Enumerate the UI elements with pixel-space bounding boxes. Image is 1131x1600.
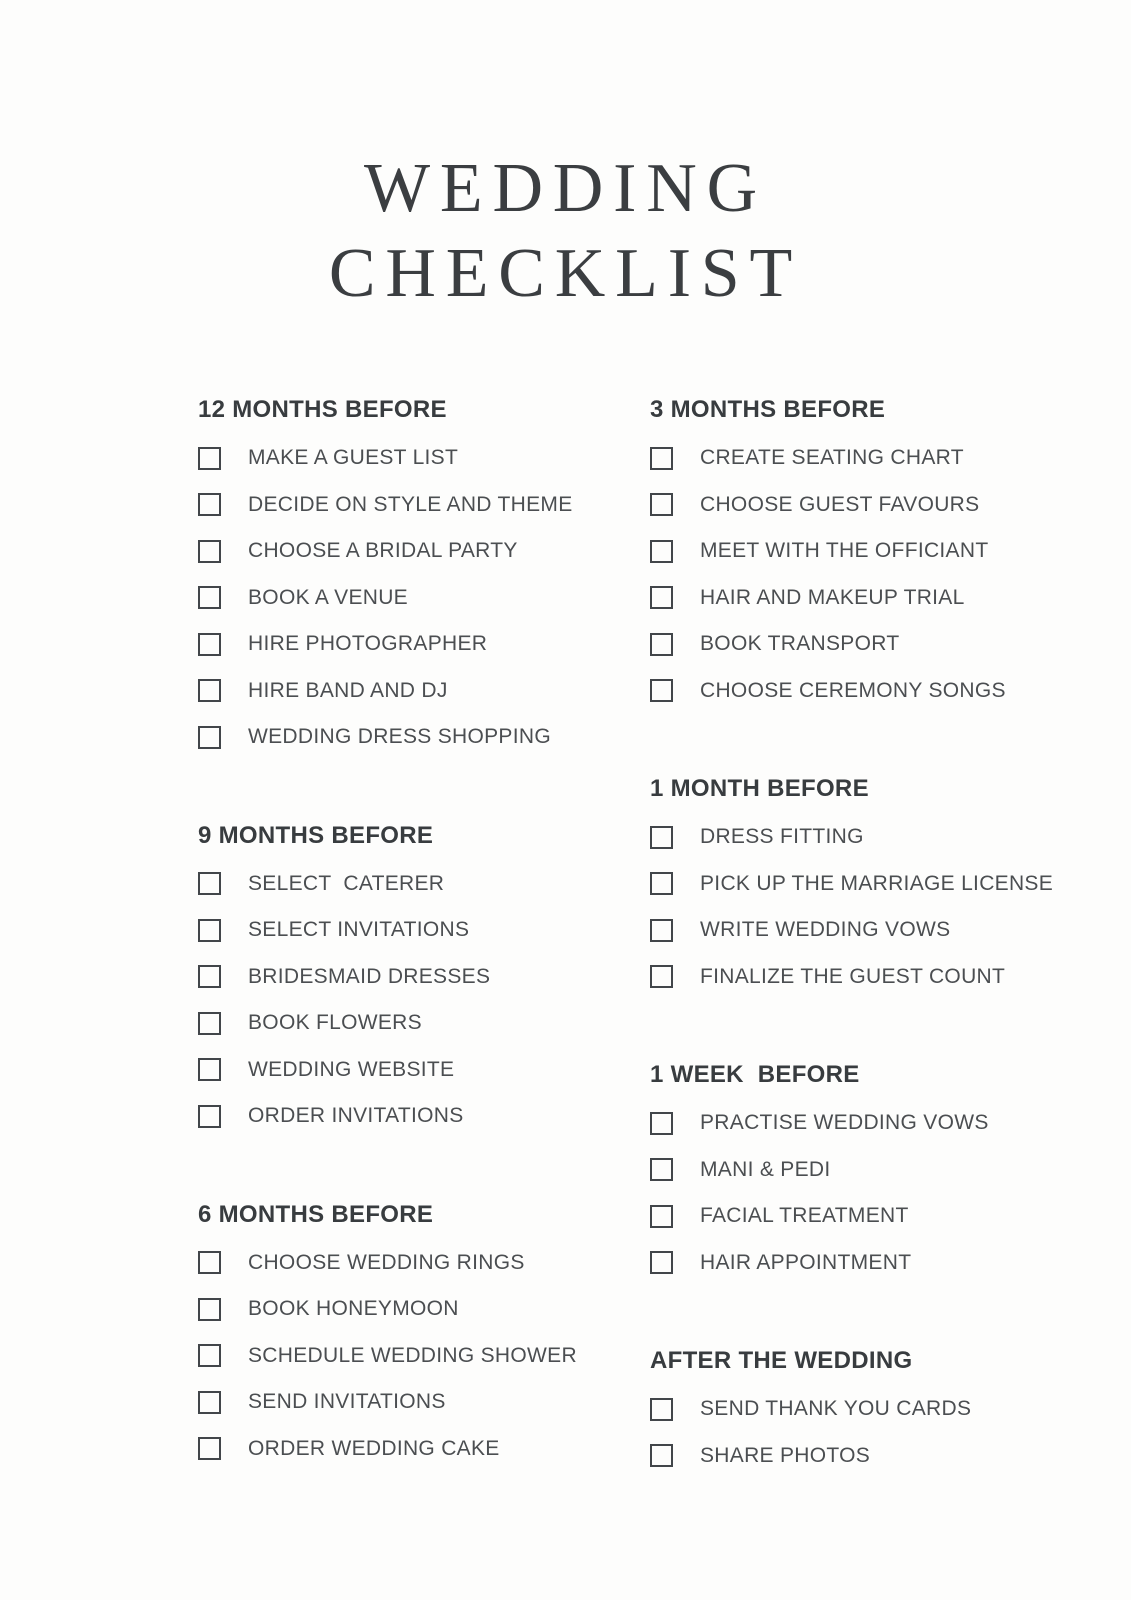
- checklist-item: [650, 435, 1102, 482]
- checkbox-icon[interactable]: [198, 1105, 221, 1128]
- checklist-item: [198, 1047, 650, 1094]
- item-label: BOOK A VENUE: [248, 585, 408, 609]
- checklist-item: [650, 1100, 1102, 1147]
- checklist-item: [650, 1433, 1102, 1480]
- item-label: SEND INVITATIONS: [248, 1390, 446, 1414]
- checkbox-icon[interactable]: [198, 679, 221, 702]
- item-label: PRACTISE WEDDING VOWS: [700, 1111, 989, 1135]
- checklist-item: [650, 1386, 1102, 1433]
- item-label: WEDDING WEBSITE: [248, 1057, 455, 1081]
- checkbox-icon[interactable]: [198, 633, 221, 656]
- checklist-item: [198, 954, 650, 1001]
- checklist-item: [198, 1093, 650, 1140]
- checklist-item: [650, 814, 1102, 861]
- section-1-month-before: [650, 770, 1102, 1000]
- checklist-item: [198, 1379, 650, 1426]
- item-label: CREATE SEATING CHART: [700, 446, 964, 470]
- section-after-the-wedding: [650, 1342, 1102, 1479]
- item-label: BRIDESMAID DRESSES: [248, 964, 491, 988]
- item-label: BOOK FLOWERS: [248, 1011, 422, 1035]
- checkbox-icon[interactable]: [198, 726, 221, 749]
- checklist-item: [650, 1193, 1102, 1240]
- checkbox-icon[interactable]: [650, 919, 673, 942]
- title-line-1: WEDDING: [364, 150, 767, 227]
- item-label: SELECT INVITATIONS: [248, 918, 470, 942]
- item-label: FACIAL TREATMENT: [700, 1204, 909, 1228]
- checkbox-icon[interactable]: [198, 965, 221, 988]
- left-column: [198, 391, 650, 1479]
- checkbox-icon[interactable]: [650, 1444, 673, 1467]
- checklist-content: [198, 391, 1131, 1479]
- checklist-item: [198, 528, 650, 575]
- checklist-item: [198, 1333, 650, 1380]
- section-heading: 6 MONTHS BEFORE: [198, 1200, 434, 1228]
- checkbox-icon[interactable]: [650, 679, 673, 702]
- section-9-months-before: [198, 817, 650, 1140]
- checkbox-icon[interactable]: [198, 1058, 221, 1081]
- item-label: PICK UP THE MARRIAGE LICENSE: [700, 871, 1054, 895]
- checklist-item: [198, 1426, 650, 1473]
- section-6-months-before: [198, 1196, 650, 1473]
- checkbox-icon[interactable]: [198, 447, 221, 470]
- checkbox-icon[interactable]: [198, 586, 221, 609]
- checkbox-icon[interactable]: [198, 493, 221, 516]
- right-column: [650, 391, 1102, 1479]
- checklist-item: [650, 1147, 1102, 1194]
- section-heading: 1 MONTH BEFORE: [650, 775, 869, 802]
- checklist-item: [198, 668, 650, 715]
- item-label: MANI & PEDI: [700, 1157, 831, 1181]
- item-label: HAIR AND MAKEUP TRIAL: [700, 585, 965, 609]
- checkbox-icon[interactable]: [198, 540, 221, 563]
- checklist-item: [650, 621, 1102, 668]
- checklist-item: [198, 714, 650, 761]
- checklist-item: [198, 907, 650, 954]
- section-heading: 1 WEEK BEFORE: [650, 1061, 860, 1088]
- title-line-2: CHECKLIST: [328, 235, 803, 312]
- checklist-item: [650, 1240, 1102, 1287]
- item-label: MEET WITH THE OFFICIANT: [700, 539, 989, 563]
- section-heading: 3 MONTHS BEFORE: [650, 396, 886, 423]
- item-label: MAKE A GUEST LIST: [248, 446, 459, 470]
- item-label: CHOOSE A BRIDAL PARTY: [248, 539, 518, 563]
- item-label: SCHEDULE WEDDING SHOWER: [248, 1343, 577, 1367]
- item-label: ORDER INVITATIONS: [248, 1104, 464, 1128]
- item-label: CHOOSE WEDDING RINGS: [248, 1250, 525, 1274]
- item-label: SHARE PHOTOS: [700, 1443, 871, 1467]
- section-1-week-before: [650, 1056, 1102, 1286]
- checkbox-icon[interactable]: [198, 872, 221, 895]
- item-label: DRESS FITTING: [700, 825, 864, 849]
- checkbox-icon[interactable]: [650, 965, 673, 988]
- checkbox-icon[interactable]: [198, 919, 221, 942]
- checkbox-icon[interactable]: [650, 826, 673, 849]
- checklist-item: [198, 1286, 650, 1333]
- checkbox-icon[interactable]: [650, 633, 673, 656]
- checkbox-icon[interactable]: [198, 1344, 221, 1367]
- item-label: BOOK TRANSPORT: [700, 632, 900, 656]
- checklist-item: [650, 668, 1102, 715]
- checklist-item: [198, 482, 650, 529]
- checklist-item: [650, 907, 1102, 954]
- checklist-item: [198, 435, 650, 482]
- item-label: HIRE PHOTOGRAPHER: [248, 632, 488, 656]
- item-label: ORDER WEDDING CAKE: [248, 1436, 500, 1460]
- checkbox-icon[interactable]: [198, 1251, 221, 1274]
- checklist-item: [650, 528, 1102, 575]
- checklist-item: [650, 482, 1102, 529]
- checklist-item: [198, 1000, 650, 1047]
- checklist-item: [650, 575, 1102, 622]
- checkbox-icon[interactable]: [650, 447, 673, 470]
- checkbox-icon[interactable]: [650, 1398, 673, 1421]
- checkbox-icon[interactable]: [198, 1298, 221, 1321]
- checklist-item: [198, 1240, 650, 1287]
- section-heading: 12 MONTHS BEFORE: [198, 396, 447, 423]
- item-label: HIRE BAND AND DJ: [248, 678, 448, 702]
- checkbox-icon[interactable]: [198, 1437, 221, 1460]
- item-label: DECIDE ON STYLE AND THEME: [248, 492, 573, 516]
- item-label: SELECT CATERER: [248, 871, 445, 895]
- checklist-item: [198, 861, 650, 908]
- checkbox-icon[interactable]: [650, 586, 673, 609]
- checkbox-icon[interactable]: [198, 1012, 221, 1035]
- checkbox-icon[interactable]: [650, 493, 673, 516]
- item-label: FINALIZE THE GUEST COUNT: [700, 964, 1006, 988]
- section-12-months-before: [198, 391, 650, 761]
- checkbox-icon[interactable]: [650, 1205, 673, 1228]
- section-3-months-before: [650, 391, 1102, 714]
- item-label: BOOK HONEYMOON: [248, 1297, 459, 1321]
- checkbox-icon[interactable]: [650, 540, 673, 563]
- item-label: HAIR APPOINTMENT: [700, 1250, 912, 1274]
- checkbox-icon[interactable]: [650, 872, 673, 895]
- checkbox-icon[interactable]: [650, 1112, 673, 1135]
- checklist-item: [198, 621, 650, 668]
- page-title: [0, 0, 1131, 316]
- checkbox-icon[interactable]: [198, 1391, 221, 1414]
- item-label: WRITE WEDDING VOWS: [700, 918, 951, 942]
- checkbox-icon[interactable]: [650, 1251, 673, 1274]
- checklist-item: [650, 954, 1102, 1001]
- section-heading: 9 MONTHS BEFORE: [198, 821, 434, 849]
- item-label: WEDDING DRESS SHOPPING: [248, 725, 551, 749]
- section-heading: AFTER THE WEDDING: [650, 1347, 913, 1374]
- item-label: SEND THANK YOU CARDS: [700, 1397, 972, 1421]
- checkbox-icon[interactable]: [650, 1158, 673, 1181]
- item-label: CHOOSE CEREMONY SONGS: [700, 678, 1006, 702]
- item-label: CHOOSE GUEST FAVOURS: [700, 492, 980, 516]
- checklist-item: [650, 861, 1102, 908]
- checklist-item: [198, 575, 650, 622]
